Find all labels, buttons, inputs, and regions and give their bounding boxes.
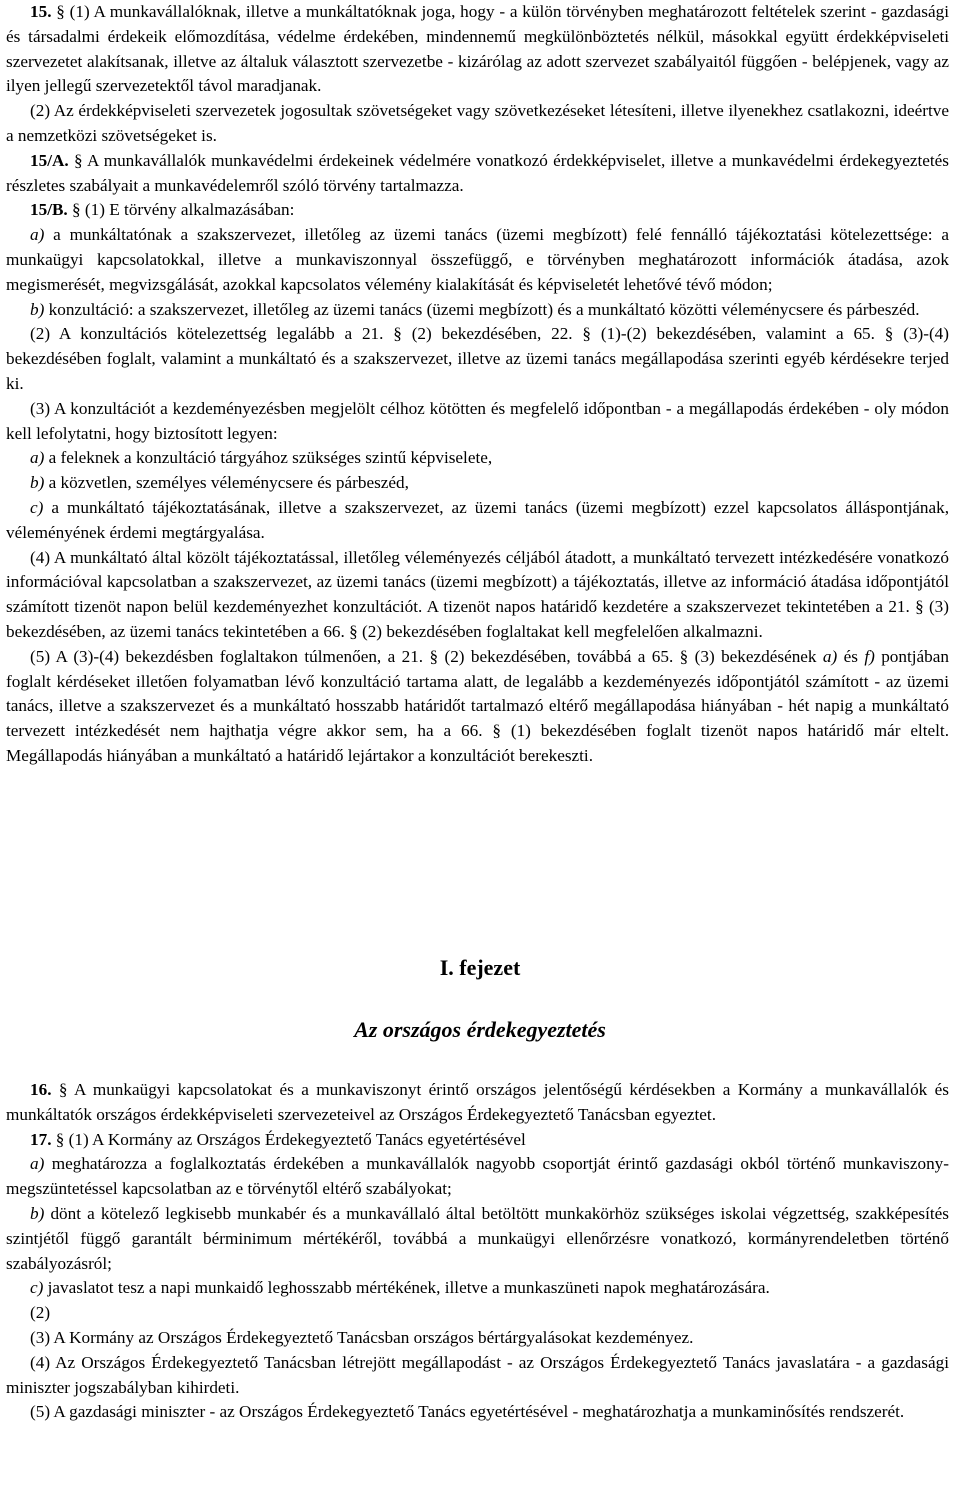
point-label: c) — [30, 497, 44, 517]
chapter-title: Az országos érdekegyeztetés — [354, 1017, 606, 1042]
paragraph — [6, 1351, 949, 1401]
paragraph-text: (3) A Kormány az Országos Érdekegyeztető Tanácsban országos bértárgyalásokat kezdeményez. — [30, 1327, 694, 1347]
point-label: a) — [30, 1154, 45, 1174]
paragraph — [6, 1202, 949, 1276]
paragraph-text: (2) A konzultációs kötelezettség legalább a 21. § (2) bekezdésében, 22. § (1)-(2) bekezdésében, valamint a 65. § (3)-(4) bekezdésében foglalt, valamint a munkáltató és a szakszervezet, illetve az üzemi tanács megállapodása szerinti egyéb kérdésekre terjed ki. — [6, 324, 949, 393]
paragraph-text: a feleknek a konzultáció tárgyához szükséges szintű képviselete, — [44, 448, 493, 468]
paragraph-text: (5) A gazdasági miniszter - az Országos Érdekegyeztető Tanács egyetértésével - meghatározhatja a munkaminősítés rendszerét. — [30, 1402, 905, 1422]
paragraph-text: (4) A munkáltató által közölt tájékoztatással, illetőleg véleményezés céljából átadott, a munkáltató tervezett intézkedésére vonatkozó információval kapcsolatban a szakszervezet, az üzemi tanács (üzemi megbízott) a tájékoztatás, illetve az információ átadása időpontjától számított tizenöt napon belül kezdeményezhet konzultációt. A tizenöt napos határidő kezdetére a szakszervezet tekintetében a 21. § (3) bekezdésében, az üzemi tanács tekintetében a 66. § (2) bekezdésében foglaltakat kell megfelelően alkalmazni. — [6, 547, 949, 641]
paragraph — [6, 0, 949, 99]
paragraph — [6, 198, 949, 223]
paragraph-text: § (1) A Kormány az Országos Érdekegyeztető Tanács egyetértésével — [51, 1129, 526, 1149]
point-label: a) — [30, 448, 45, 468]
paragraph — [6, 1128, 949, 1153]
paragraph-text: és — [837, 646, 865, 666]
paragraph-text: konzultáció: a szakszervezet, illetőleg az üzemi tanács (üzemi megbízott) és a munkáltató közötti véleménycsere és párbeszéd. — [44, 299, 920, 319]
paragraph-text: meghatározza a foglalkoztatás érdekében a munkavállalók nagyobb csoportját érintő gazdasági okból történő munkaviszony-megszüntetéssel kapcsolatban az e törvénytől eltérő szabályokat; — [6, 1154, 949, 1199]
section-number: 15/A. — [30, 150, 69, 170]
paragraph-text: § A munkavállalók munkavédelmi érdekeinek védelmére vonatkozó érdekképviselet, illetve a munkavédelmi érdekegyeztetés részletes szabályait a munkavédelemről szóló törvény tartalmazza. — [6, 150, 949, 195]
point-label: b) — [30, 473, 45, 493]
paragraph — [6, 298, 949, 323]
paragraph-text: (3) A konzultációt a kezdeményezésben megjelölt célhoz kötötten és megfelelő időpontban - a megállapodás érdekében - oly módon kell lefolytatni, hogy biztosított legyen: — [6, 398, 949, 443]
section-number: 15. — [30, 2, 52, 21]
paragraph — [6, 1326, 949, 1351]
paragraph-text: (2) — [30, 1303, 51, 1323]
point-label: a) — [30, 225, 45, 245]
paragraph — [6, 1400, 949, 1425]
paragraph — [6, 99, 949, 149]
paragraph — [6, 223, 949, 297]
paragraph-text: a munkáltatónak a szakszervezet, illetőleg az üzemi tanács (üzemi megbízott) felé fennálló tájékoztatási kötelezettsége: a munkaügyi kapcsolatokkal, illetve a munkaviszonnyal összefüggő, e törvényben meghatározott információk átadása, azok megismerését, megvizsgálását, azokkal kapcsolatos vélemény kialakítását és képviseletét lehetővé tévő módon; — [6, 225, 949, 294]
paragraph-text: a munkáltató tájékoztatásának, illetve a szakszervezet, az üzemi tanács (üzemi megbízott) ezzel kapcsolatos álláspontjának, véleményének érdemi megtárgyalása. — [6, 497, 949, 542]
paragraph-text: (5) A (3)-(4) bekezdésben foglaltakon túlmenően, a 21. § (2) bekezdésében, továbbá a 65. § (3) bekezdésének — [30, 646, 823, 666]
chapter-heading: I. fejezet — [439, 955, 521, 980]
paragraph — [6, 322, 949, 396]
document-body-bottom — [6, 1078, 949, 1425]
point-label: c) — [30, 1278, 44, 1298]
paragraph-text: a közvetlen, személyes véleménycsere és párbeszéd, — [44, 473, 409, 493]
paragraph — [6, 471, 949, 496]
paragraph-text: dönt a kötelező legkisebb munkabér és a munkavállaló által betöltött munkakörhöz szükséges iskolai végzettség, szakképesítés szintjétől függő garantált bérminimum mértékéről, továbbá a munkaügyi ellenőrzésre vonatkozó, kormányrendeletben történő szabályozásról; — [6, 1203, 949, 1273]
point-label: b) — [30, 1203, 45, 1223]
point-label: f) — [864, 646, 875, 666]
paragraph — [6, 496, 949, 546]
paragraph — [6, 546, 949, 645]
point-label: b) — [30, 299, 45, 319]
section-number: 15/B. — [30, 200, 68, 220]
paragraph-text: pontjában foglalt kérdéseket illetően folyamatban lévő konzultáció tartama alatt, de legalább a kezdeményezés időpontjától számított - az üzemi tanács, illetve a szakszervezet és a munkáltató hosszabb határidőt tartalmazó eltérő megállapodása hiányában - hét napig a munkáltató tervezett intézkedését nem hajthatja végre akkor sem, ha a 66. § (1) bekezdésében foglalt tizenöt napos határidő már eltelt. Megállapodás hiányában a munkáltató a határidő lejártakor a konzultációt berekeszti. — [6, 646, 949, 765]
paragraph — [6, 397, 949, 447]
paragraph-text: (2) Az érdekképviseleti szervezetek jogosultak szövetségeket vagy szövetkezéseket létesíteni, illetve ilyenekhez csatlakozni, ideértve a nemzetközi szövetségeket is. — [6, 101, 949, 145]
paragraph — [6, 645, 949, 769]
point-label: a) — [822, 646, 838, 666]
paragraph — [6, 149, 949, 199]
paragraph-text: § (1) E törvény alkalmazásában: — [67, 200, 295, 220]
section-number: 17. — [30, 1129, 52, 1149]
paragraph-text: (4) Az Országos Érdekegyeztető Tanácsban létrejött megállapodást - az Országos Érdekegyeztető Tanács javaslatára - a gazdasági miniszter jogszabályban kihirdeti. — [6, 1352, 949, 1397]
section-number: 16. — [30, 1080, 52, 1099]
paragraph — [6, 1152, 949, 1202]
paragraph — [6, 1276, 949, 1301]
paragraph-text: javaslatot tesz a napi munkaidő leghosszabb mértékének, illetve a munkaszüneti napok meghatározására. — [43, 1278, 770, 1298]
paragraph — [6, 1301, 949, 1326]
paragraph — [6, 446, 949, 471]
paragraph — [6, 1078, 949, 1128]
paragraph-text: § A munkaügyi kapcsolatokat és a munkaviszonyt érintő országos jelentőségű kérdésekben a Kormány a munkavállalók és munkáltatók országos érdekképviseleti szervezeteivel az Országos Érdekegyeztető Tanácsban egyeztet. — [6, 1080, 949, 1124]
document-body-top — [6, 0, 949, 769]
paragraph-text: § (1) A munkavállalóknak, illetve a munkáltatóknak joga, hogy - a külön törvényben meghatározott feltételek szerint - gazdasági és társadalmi érdekeik előmozdítása, védelme érdekében, mindennemű megkülönböztetés nélkül, másokkal együtt érdekképviseleti szervezetet alakítsanak, illetve az általuk választott szervezetbe - kizárólag az adott szervezet szabályaitól függően - belépjenek, vagy az ilyen jellegű szervezetektől távol maradjanak. — [6, 2, 949, 96]
